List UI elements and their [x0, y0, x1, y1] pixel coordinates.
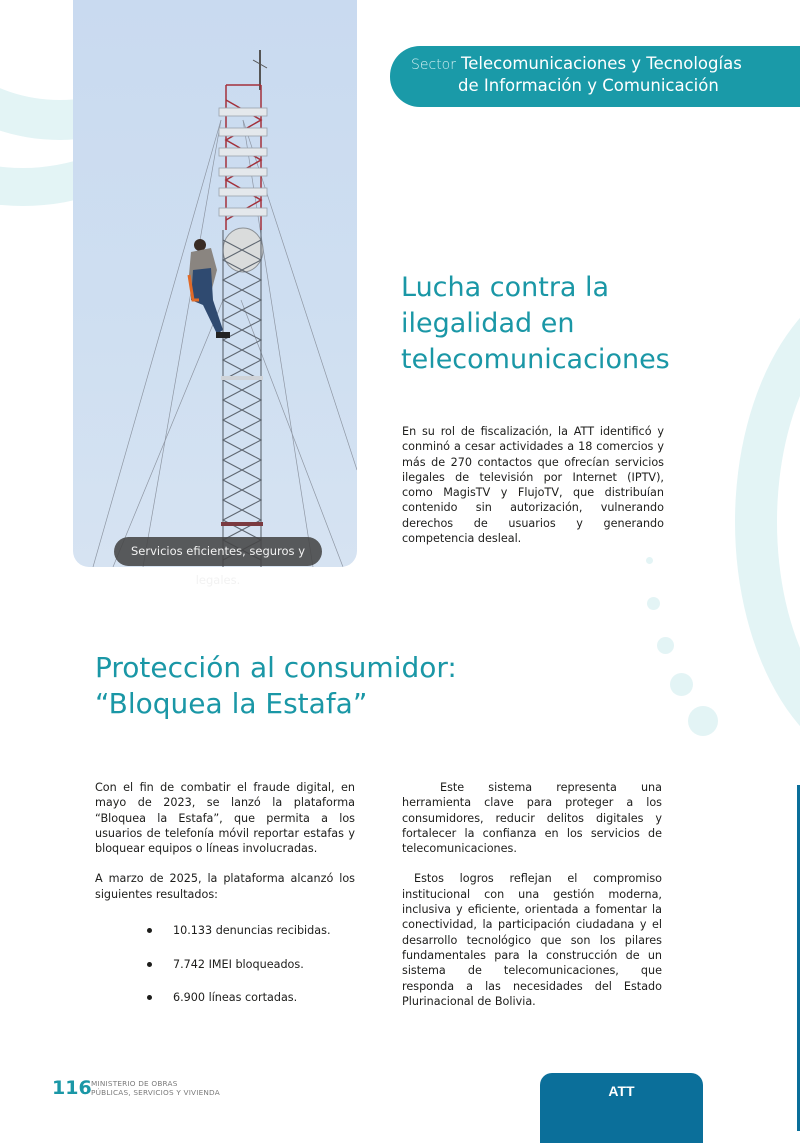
ministry-name: MINISTERIO DE OBRAS PÚBLICAS, SERVICIOS Y VIVIENDA [91, 1079, 220, 1097]
sector-title-line1: Telecomunicaciones y Tecnologías [461, 54, 742, 73]
tower-photo [73, 0, 357, 567]
paragraph: Este sistema representa una herramienta clave para proteger a los consumidores, reducir delitos digitales y fortalecer la confianza en los servicios de telecomunicaciones. [402, 781, 662, 856]
decor-dot [670, 673, 693, 696]
title-line: Protección al consumidor: [95, 651, 457, 684]
sector-prefix: Sector [411, 57, 457, 73]
bullet-icon [147, 995, 152, 1000]
section-title-proteccion [95, 650, 495, 722]
decor-dot [657, 637, 674, 654]
left-column [95, 780, 355, 917]
lucha-paragraph: En su rol de fiscalización, la ATT identificó y conminó a cesar actividades a 18 comercios y más de 270 contactos que ofrecían servicios ilegales de televisión por Internet (IPTV), como MagisTV y FlujoTV, que distribuían contenido sin autorización, vulnerando derechos de usuarios y generando competencia desleal. [402, 425, 664, 546]
title-line: “Bloquea la Estafa” [95, 687, 368, 720]
sector-title-line2: de Información y Comunicación [458, 76, 719, 95]
title-line: Lucha contra la [401, 272, 610, 303]
bullet-icon [147, 962, 152, 967]
telecom-tower-illustration [73, 0, 357, 567]
result-item: 10.133 denuncias recibidas. [147, 923, 331, 957]
bullet-icon [147, 928, 152, 933]
decor-dot [647, 597, 660, 610]
results-list [147, 923, 331, 1024]
right-column [402, 780, 662, 1024]
result-item: 7.742 IMEI bloqueados. [147, 957, 331, 991]
title-line: telecomunicaciones [401, 344, 670, 375]
section-title-lucha [401, 270, 701, 378]
paragraph: Con el fin de combatir el fraude digital, en mayo de 2023, se lanzó la plataforma “Bloquea la Estafa”, que permita a los usuarios de telefonía móvil reportar estafas y bloquear equipos o líneas involucradas. [95, 781, 355, 856]
decor-dot [688, 706, 718, 736]
decor-ring-right [735, 270, 800, 774]
att-section-tab: ATT [540, 1073, 703, 1143]
decor-dot [646, 557, 653, 564]
photo-caption: Servicios eficientes, seguros y legales. [114, 537, 322, 566]
page-number: 116 [52, 1077, 92, 1099]
title-line: ilegalidad en [401, 308, 575, 339]
paragraph: A marzo de 2025, la plataforma alcanzó los siguientes resultados: [95, 872, 355, 901]
paragraph: Estos logros reflejan el compromiso institucional con una gestión moderna, inclusiva y eficiente, orientada a fomentar la conectividad, la participación ciudadana y el desarrollo tecnológico que son los pilares fundamentales para la construcción de un sistema de telecomunicaciones, que responda a las necesidades del Estado Plurinacional de Bolivia. [402, 872, 662, 1008]
sector-banner [390, 46, 800, 107]
result-item: 6.900 líneas cortadas. [147, 990, 331, 1024]
